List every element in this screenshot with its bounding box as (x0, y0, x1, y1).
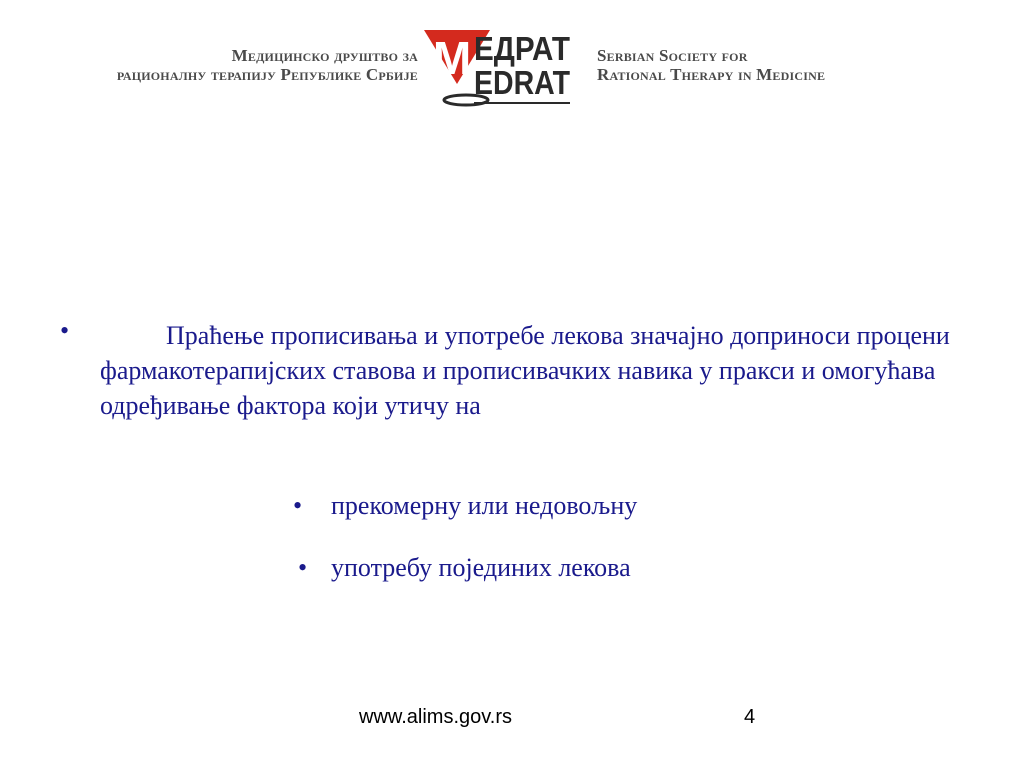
footer-website-link[interactable]: www.alims.gov.rs (359, 706, 512, 728)
main-bullet-marker: • (60, 316, 70, 345)
logo-text-latin: EDRAT (474, 64, 570, 101)
logo-text-cyrillic: ЕДРАТ (474, 30, 570, 67)
org-name-serbian-line2: рационалну терапију Републике Србије (116, 65, 418, 84)
org-name-english-line1: Serbian Society for (597, 46, 748, 65)
sub-bullet-item (298, 553, 631, 583)
sub-bullet-text: прекомерну или недовољну (331, 491, 638, 520)
footer-page-number: 4 (744, 706, 756, 728)
sub-bullet-marker: • (293, 491, 303, 520)
sub-bullet-text: употребу појединих лекова (331, 553, 631, 582)
org-name-serbian-line1: Медицинско друштво за (231, 46, 418, 65)
main-bullet-text: Праћење прописивања и употребе лекова значајно доприноси процени фармакотерапијских ставова и прописивачких навика у пракси и омогућава одређивање фактора који утичу на (100, 321, 950, 420)
sub-bullet-marker: • (298, 553, 308, 582)
logo-letter-m: M (432, 32, 472, 84)
org-name-english-line2: Rational Therapy in Medicine (597, 65, 826, 84)
sub-bullet-item (293, 491, 637, 521)
